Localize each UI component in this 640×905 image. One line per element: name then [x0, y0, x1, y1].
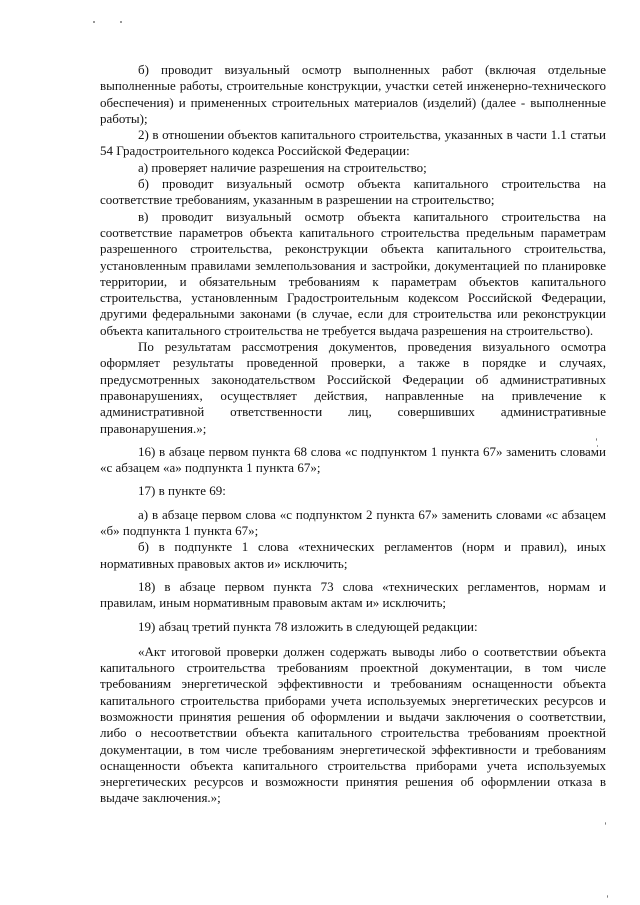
paragraph-item-16: 16) в абзаце первом пункта 68 слова «с подпунктом 1 пункта 67» заменить словами «с абзацем «а» подпункта 1 пункта 67»;: [100, 443, 606, 476]
paragraph-item-2: 2) в отношении объектов капитального строительства, указанных в части 1.1 статьи 54 Градостроительного кодекса Российской Федерации:: [100, 127, 606, 159]
paragraph-item-19: 19) абзац третий пункта 78 изложить в следующей редакции:: [138, 618, 478, 634]
paragraph-item-17: 17) в пункте 69:: [138, 483, 226, 499]
scan-speck: [605, 822, 606, 825]
scan-speck: [93, 21, 95, 23]
paragraph-item-18: 18) в абзаце первом пункта 73 слова «технических регламентов, нормам и правилам, иным нормативным правовым актам и» исключить;: [100, 578, 606, 611]
paragraph-2a: а) проверяет наличие разрешения на строительство;: [138, 159, 427, 175]
paragraph-2b: б) проводит визуальный осмотр объекта капитального строительства на соответствие требованиям, указанным в разрешении на строительство;: [100, 176, 606, 208]
scan-speck: [120, 21, 122, 23]
paragraph-2v: в) проводит визуальный осмотр объекта капитального строительства на соответствие параметров объекта капитального строительства предельным параметрам разрешенного строительства, реконструкции объекта капитального строительства, установленным правилами землепользования и застройки, документацией по планировке территории, и обязательным требованиям к параметрам объектов капитального строительства, установленным Градостроительным кодексом Российской Федерации, другими федеральными законами (в случае, если для строительства или реконструкции объекта капитального строительства не требуется выдача разрешения на строительство).: [100, 208, 606, 338]
paragraph-17a: а) в абзаце первом слова «с подпунктом 2 пункта 67» заменить словами «с абзацем «б» подпункта 1 пункта 67»;: [100, 506, 606, 539]
paragraph-17b: б) в подпункте 1 слова «технических регламентов (норм и правил), иных нормативных правовых актов и» исключить;: [100, 539, 606, 571]
document-body: [100, 62, 606, 807]
paragraph-final-act: «Акт итоговой проверки должен содержать выводы либо о соответствии объекта капитального строительства требованиям проектной документации, в том числе требованиям энергетической эффективности и требованиям оснащенности объекта капитального строительства приборами учета используемых энергетических ресурсов и возможности принятия решения об оформлении и выдачи заключения о соответствии, либо о несоответствии объекта капитального строительства требованиям проектной документации, в том числе требованиям энергетической эффективности и требованиям оснащенности объекта капитального строительства приборами учета используемых энергетических ресурсов и возможности принятия решения об оформлении отказа в выдаче заключения.»;: [100, 643, 606, 806]
paragraph-b-visual-inspection: б) проводит визуальный осмотр выполненных работ (включая отдельные выполненные работы, строительные конструкции, участки сетей инженерно-технического обеспечения) и примененных строительных материалов (изделий) (далее - выполненные работы);: [100, 62, 606, 126]
scan-speck: [607, 895, 608, 898]
paragraph-results: По результатам рассмотрения документов, проведения визуального осмотра оформляет результаты проведенной проверки, а также в порядке и случаях, предусмотренных законодательством Российской Федерации об административных правонарушениях, осуществляет действия, направленные на привлечение к административной ответственности лиц, совершивших административные правонарушения.»;: [100, 339, 606, 436]
